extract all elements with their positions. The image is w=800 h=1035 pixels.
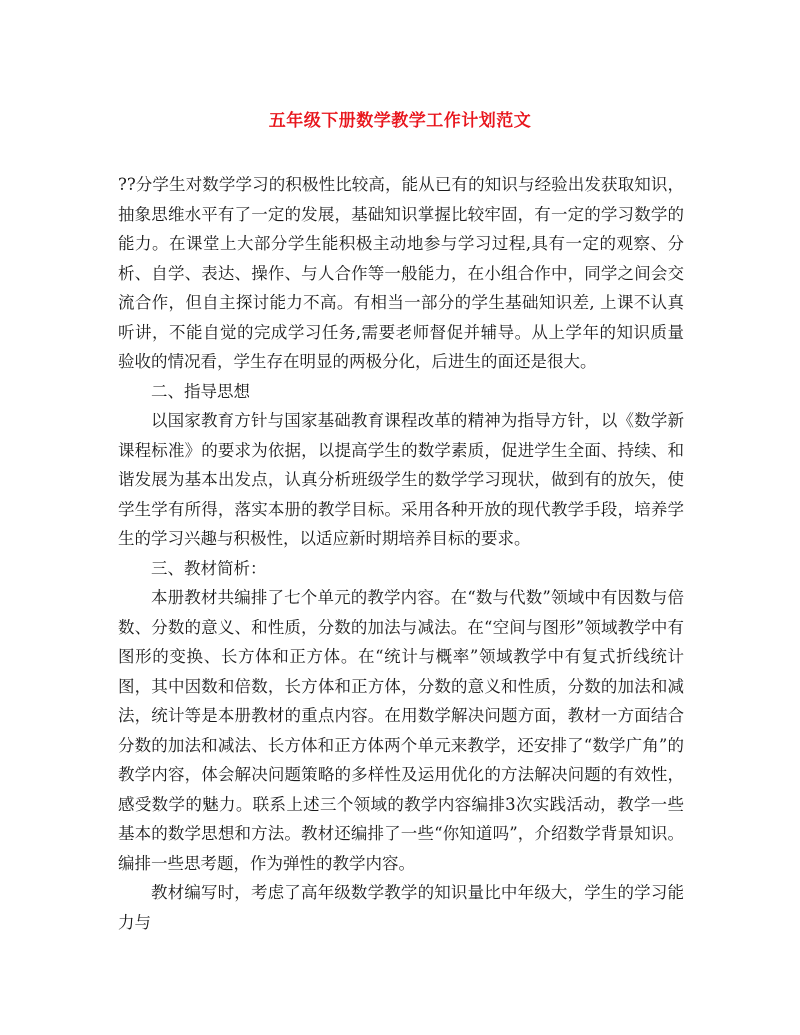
paragraph-textbook-analysis: 本册教材共编排了七个单元的教学内容。在“数与代数”领域中有因数与倍数、分数的意义、和性质，分数的加法与减法。在“空间与图形”领域教学中有图形的变换、长方体和正方体。在“统计与概率”领域教学中有复式折线统计图，其中因数和倍数，长方体和正方体，分数的意义和性质，分数的加法和减法，统计等是本册教材的重点内容。在用数学解决问题方面，教材一方面结合分数的加法和减法、长方体和正方体两个单元来教学，还安排了“数学广角”的教学内容，体会解决问题策略的多样性及运用优化的方法解决问题的有效性，感受数学的魅力。联系上述三个领域的教学内容编排3次实践活动，教学一些基本的数学思想和方法。教材还编排了一些“你知道吗”，介绍数学背景知识。编排一些思考题，作为弹性的教学内容。 [118,588,684,873]
section-heading-textbook-analysis: 三、教材简析： [151,558,267,578]
paragraph-guiding-ideology: 以国家教育方针与国家基础教育课程改革的精神为指导方针，以《数学新课程标准》的要求为依据，以提高学生的数学素质，促进学生全面、持续、和谐发展为基本出发点，认真分析班级学生的数学学习现状，做到有的放矢，使学生学有所得，落实本册的教学目标。采用各种开放的现代教学手段，培养学生的学习兴趣与积极性，以适应新时期培养目标的要求。 [118,411,684,548]
section-heading-guiding-ideology: 二、指导思想 [151,381,250,401]
document-title: 五年级下册数学教学工作计划范文 [268,111,532,131]
paragraph-textbook-writing: 教材编写时，考虑了高年级数学教学的知识量比中年级大，学生的学习能力与 [118,883,684,932]
paragraph-student-analysis: ??分学生对数学学习的积极性比较高，能从已有的知识与经验出发获取知识，抽象思维水平有了一定的发展，基础知识掌握比较牢固，有一定的学习数学的能力。在课堂上大部分学生能积极主动地参与学习过程,具有一定的观察、分析、自学、表达、操作、与人合作等一般能力，在小组合作中，同学之间会交流合作，但自主探讨能力不高。有相当一部分的学生基础知识差, 上课不认真听讲，不能自觉的完成学习任务,需要老师督促并辅导。从上学年的知识质量验收的情况看，学生存在明显的两极分化，后进生的面还是很大。 [118,175,684,371]
document-body [118,170,684,937]
